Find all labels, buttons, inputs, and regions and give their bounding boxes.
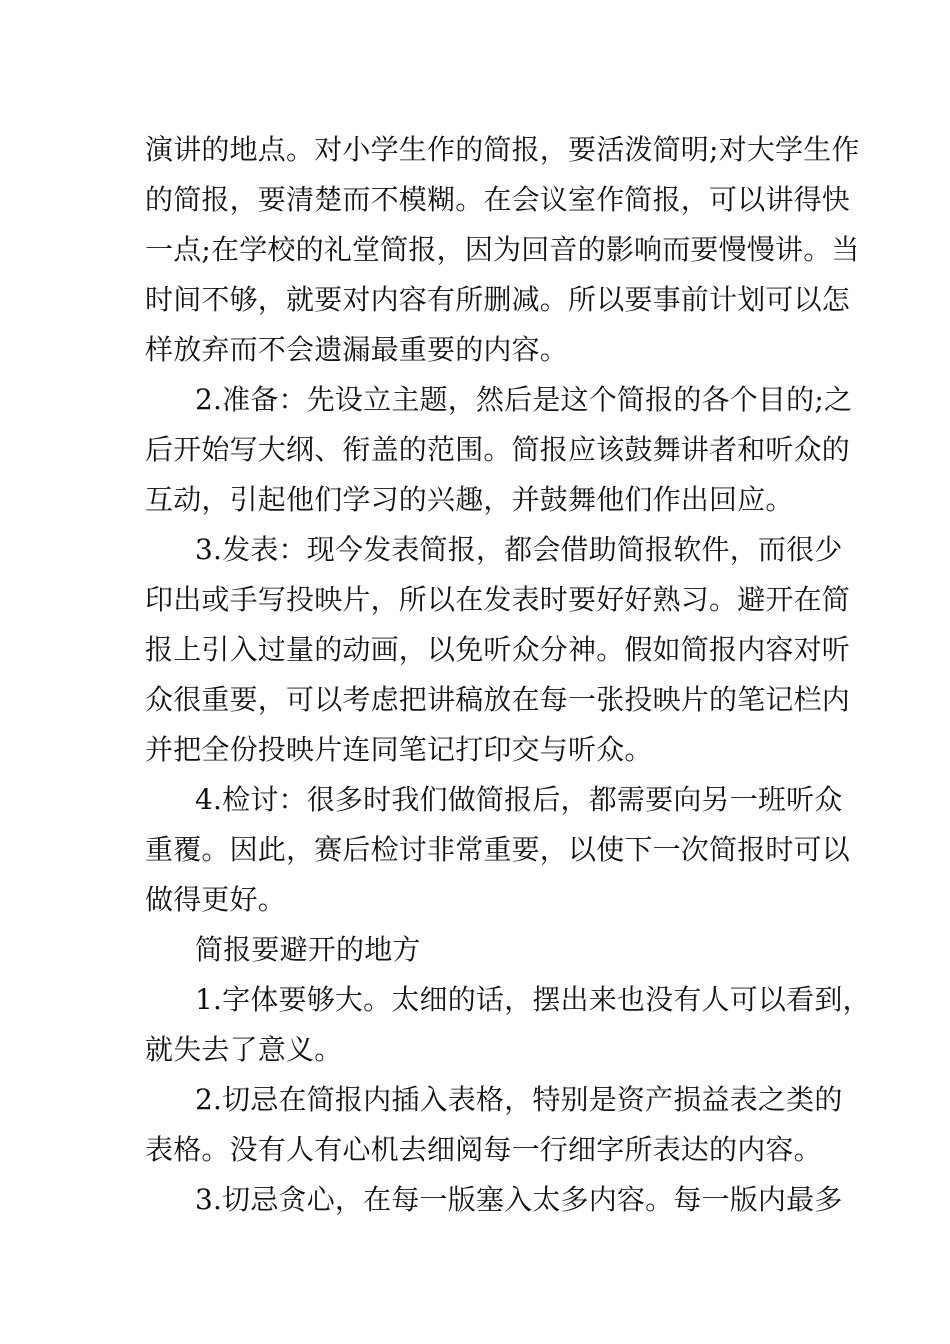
- paragraph-start-line: 2.切忌在简报内插入表格，特别是资产损益表之类的: [195, 1083, 843, 1116]
- text-line: 演讲的地点。对小学生作的简报，要活泼简明;对大学生作: [145, 133, 860, 166]
- text-line: 表格。没有人有心机去细阅每一行细字所表达的内容。: [145, 1133, 822, 1166]
- text-line: 做得更好。: [145, 883, 287, 916]
- text-line: 报上引入过量的动画，以免听众分神。假如简报内容对听: [145, 633, 851, 666]
- paragraph-start-line: 3.切忌贪心，在每一版塞入太多内容。每一版内最多: [195, 1183, 843, 1216]
- text-line: 重覆。因此，赛后检讨非常重要，以使下一次简报时可以: [145, 833, 851, 866]
- paragraph-start-line: 3.发表：现今发表简报，都会借助简报软件，而很少: [195, 533, 843, 566]
- text-line: 时间不够，就要对内容有所删减。所以要事前计划可以怎: [145, 283, 851, 316]
- paragraph-start-line: 1.字体要够大。太细的话，摆出来也没有人可以看到，: [195, 983, 871, 1016]
- section-heading: 简报要避开的地方: [195, 933, 421, 966]
- paragraph-start-line: 2.准备：先设立主题，然后是这个简报的各个目的;之: [195, 383, 853, 416]
- text-line: 并把全份投映片连同笔记打印交与听众。: [145, 733, 653, 766]
- text-line: 一点;在学校的礼堂简报，因为回音的影响而要慢慢讲。当: [145, 233, 860, 266]
- text-line: 印出或手写投映片，所以在发表时要好好熟习。避开在简: [145, 583, 851, 616]
- text-line: 就失去了意义。: [145, 1033, 343, 1066]
- text-line: 样放弃而不会遗漏最重要的内容。: [145, 333, 569, 366]
- text-line: 众很重要，可以考虑把讲稿放在每一张投映片的笔记栏内: [145, 683, 851, 716]
- text-line: 的简报，要清楚而不模糊。在会议室作简报，可以讲得快: [145, 183, 851, 216]
- text-line: 后开始写大纲、衔盖的范围。简报应该鼓舞讲者和听众的: [145, 433, 851, 466]
- text-line: 互动，引起他们学习的兴趣，并鼓舞他们作出回应。: [145, 483, 794, 516]
- paragraph-start-line: 4.检讨：很多时我们做简报后，都需要向另一班听众: [195, 783, 843, 816]
